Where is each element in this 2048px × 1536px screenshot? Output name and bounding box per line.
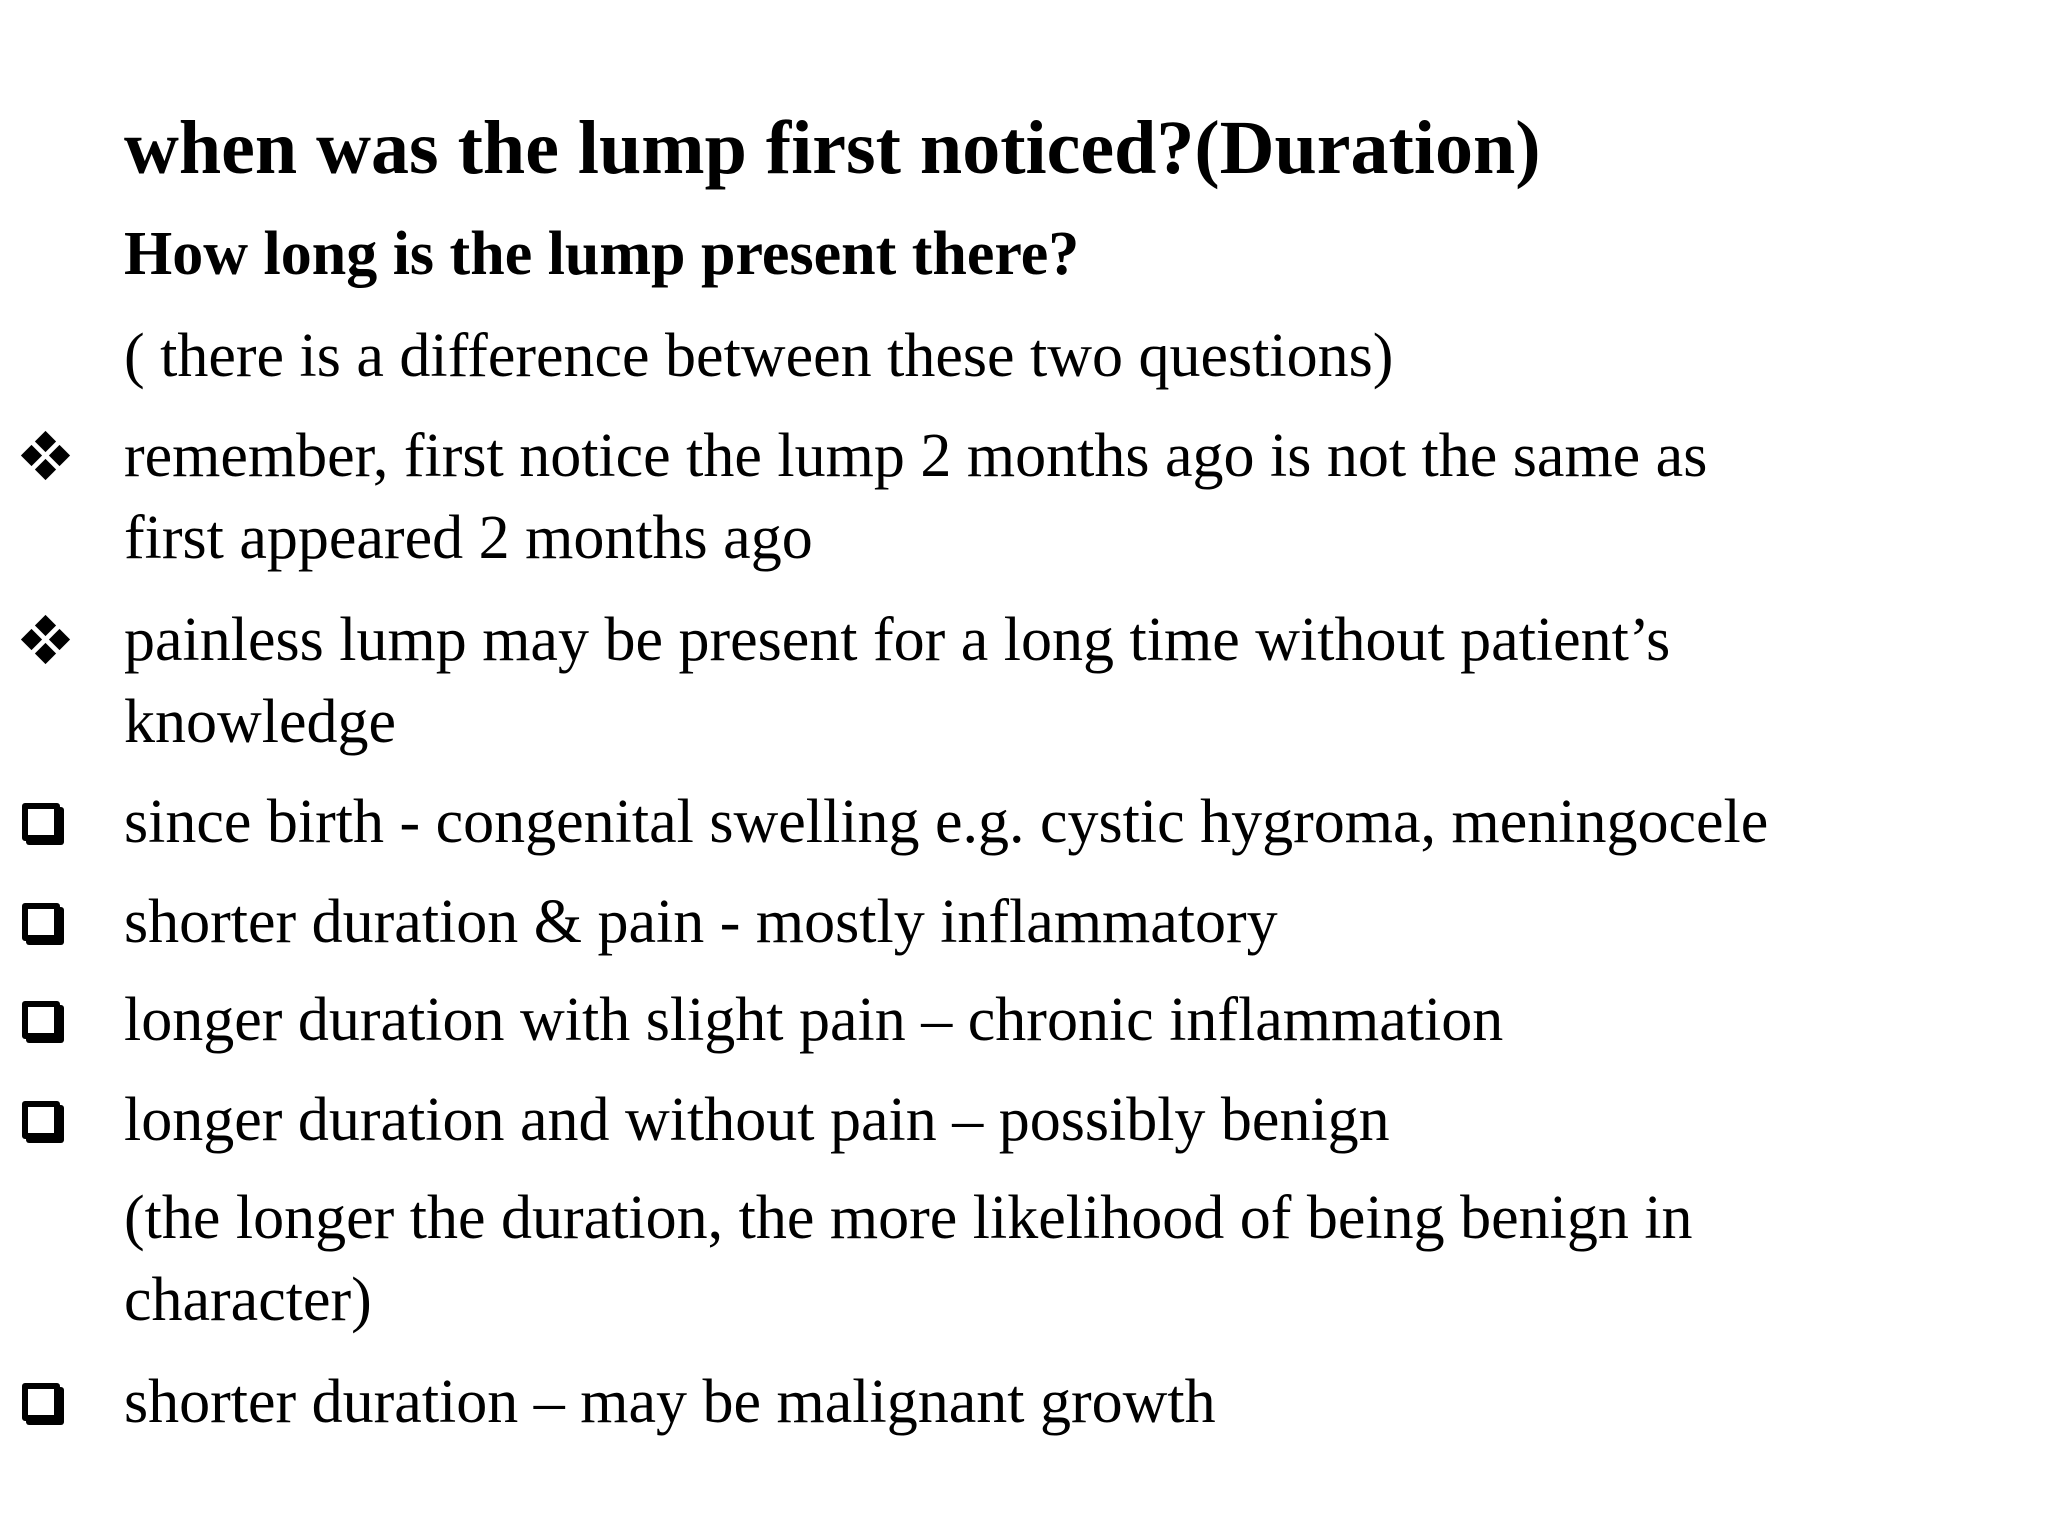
list-item-line: since birth - congenital swelling e.g. cystic hygroma, meningocele [124, 788, 1769, 856]
list-item-line: first appeared 2 months ago [124, 504, 813, 572]
slide-title: when was the lump first noticed?(Duration) [124, 106, 1541, 190]
list-item-line: longer duration and without pain – possibly benign [124, 1086, 1390, 1154]
list-item-line: painless lump may be present for a long time without patient’s [124, 606, 1671, 674]
shadowed-box-icon [22, 880, 86, 964]
shadowed-box-icon [22, 1078, 86, 1162]
list-item-line: longer duration with slight pain – chronic inflammation [124, 986, 1504, 1054]
slide-subtitle: How long is the lump present there? [124, 220, 1080, 288]
slide-note: ( there is a difference between these two questions) [124, 322, 1394, 390]
shadowed-box-icon [22, 978, 86, 1062]
list-item-line: remember, first notice the lump 2 months ago is not the same as [124, 422, 1708, 490]
shadowed-box-icon [22, 1360, 86, 1444]
shadowed-box-icon [22, 780, 86, 864]
list-item-line: knowledge [124, 688, 397, 756]
list-item-line: shorter duration & pain - mostly inflammatory [124, 888, 1278, 956]
list-item-line: shorter duration – may be malignant growth [124, 1368, 1216, 1436]
aside-line: (the longer the duration, the more likelihood of being benign in [124, 1184, 1693, 1252]
diamond-cluster-icon [22, 414, 86, 498]
aside-line: character) [124, 1266, 372, 1334]
diamond-cluster-icon [22, 598, 86, 682]
